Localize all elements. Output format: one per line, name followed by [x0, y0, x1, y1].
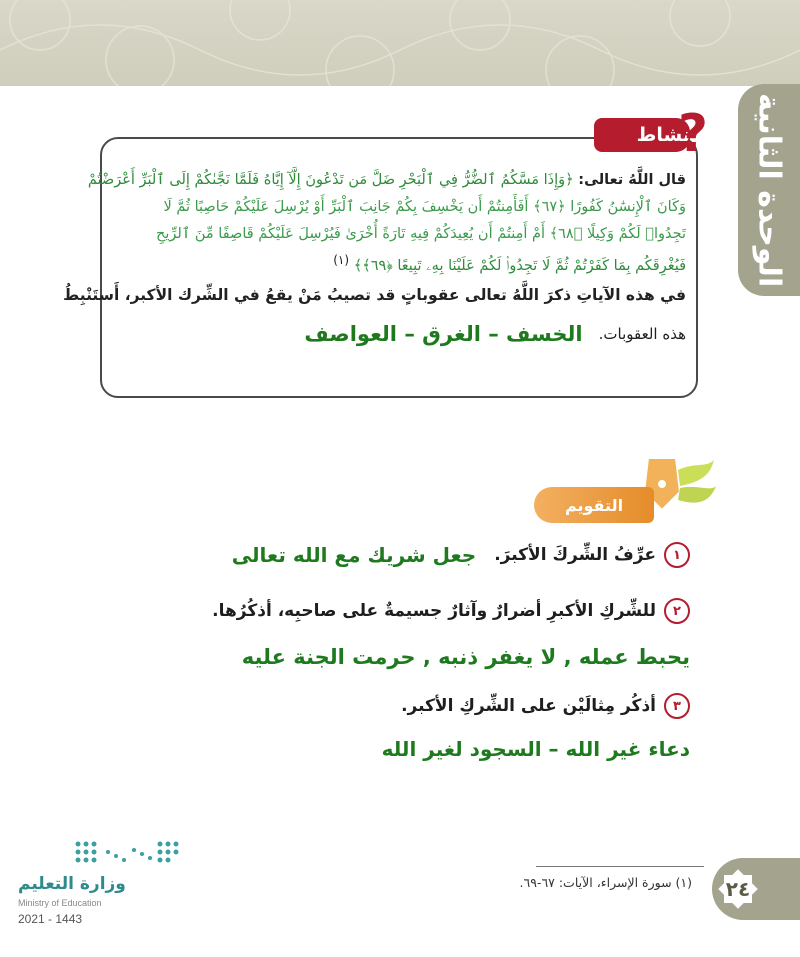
activity-answer: الخسف – الغرق – العواصف	[304, 322, 583, 346]
ministry-year: 2021 - 1443	[18, 912, 83, 926]
verse-line-1	[88, 172, 686, 188]
question-number-3: ٣	[664, 693, 690, 719]
unit-label: الوحدة الثانية	[751, 92, 787, 288]
ministry-dots-icon	[68, 836, 218, 872]
top-decorative-band	[0, 0, 800, 86]
verse-text-1: ﴿وَإِذَا مَسَّكُمُ ٱلضُّرُّ فِي ٱلْبَحْرِ ضَلَّ مَن تَدْعُونَ إِلَّآ إِيَّاهُ فَلَمَّا نَجَّىٰكُمْ إِلَى ٱلْبَرِّ أَعْرَضْتُمْ	[87, 172, 574, 188]
activity-label: نشاط	[594, 118, 690, 152]
verse-line-4	[333, 253, 686, 274]
question-number-1: ١	[664, 542, 690, 568]
verse-text-4: فَيُغْرِقَكُم بِمَا كَفَرْتُمْ ثُمَّ لَا تَجِدُوا۟ لَكُمْ عَلَيْنَا بِهِۦ تَبِيعًا ﴿٦٩﴾﴾	[353, 257, 686, 274]
question-1	[232, 542, 690, 568]
question-mark-icon: ?	[677, 104, 709, 164]
question-3	[401, 693, 690, 719]
question-text-1: عرِّفُ الشِّركَ الأكبرَ.	[494, 545, 656, 565]
instruction-line-2	[304, 322, 686, 346]
page-number: ٢٤	[725, 877, 751, 901]
question-2	[212, 598, 690, 624]
answer-1: جعل شريك مع الله تعالى	[231, 543, 477, 567]
question-text-3: أذكُر مِثالَيْن على الشِّركِ الأكبر.	[401, 696, 656, 716]
verse-line-2: وَكَانَ ٱلْإِنسَٰنُ كَفُورًا ﴿٦٧﴾ أَفَأَمِنتُمْ أَن يَخْسِفَ بِكُمْ جَانِبَ ٱلْبَرِّ أَوْ يُرْسِلَ عَلَيْكُمْ حَاصِبًا ثُمَّ لَا	[163, 199, 686, 215]
footnote-divider	[536, 866, 704, 867]
evaluation-banner: التقويم	[534, 487, 654, 523]
ministry-logo	[18, 836, 178, 936]
footnote: (١) سورة الإسراء، الآيات: ٦٧-٦٩.	[519, 875, 692, 890]
ministry-name-ar: وزارة التعليم	[18, 874, 126, 894]
pattern-decoration	[0, 0, 800, 86]
verse-line-3: تَجِدُوا۟ لَكُمْ وَكِيلًا ﴿٦٨﴾ أَمْ أَمِنتُمْ أَن يُعِيدَكُمْ فِيهِ تَارَةً أُخْرَىٰ فَيُرْسِلَ عَلَيْكُمْ قَاصِفًا مِّنَ ٱلرِّيحِ	[155, 226, 686, 242]
ministry-name-en: Ministry of Education	[18, 898, 102, 908]
unit-side-tab	[738, 84, 800, 296]
page-number-badge	[712, 858, 800, 920]
verse-intro: قال اللَّهُ تعالى:	[578, 172, 686, 188]
instruction-text: هذه العقوبات.	[598, 325, 686, 343]
question-text-2: للشِّركِ الأكبرِ أضرارٌ وآثارٌ جسيمةٌ على صاحبِه، أذكُرُها.	[212, 601, 656, 621]
footnote-ref: (١)	[333, 253, 350, 267]
instruction-line-1: في هذه الآياتِ ذكرَ اللَّهُ تعالى عقوباتٍ قد تصيبُ مَنْ يقعُ في الشِّرك الأكبر، أَستَنْبِطُ	[63, 286, 686, 304]
answer-3: دعاء غير الله – السجود لغير الله	[381, 737, 690, 761]
question-number-2: ٢	[664, 598, 690, 624]
answer-2: يحبط عمله , لا يغفر ذنبه , حرمت الجنة عليه	[241, 645, 690, 669]
